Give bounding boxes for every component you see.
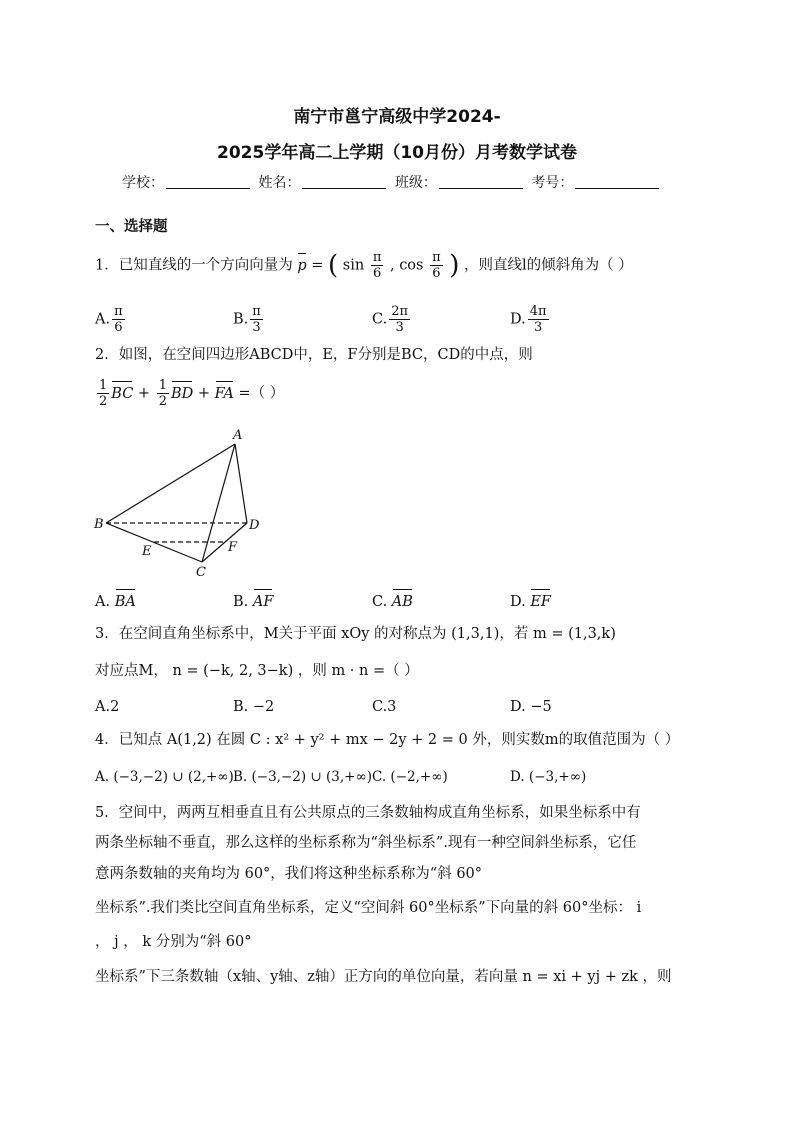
question-3-options (95, 697, 695, 721)
question-2-stem: 2．如图，在空间四边形ABCD中，E，F分别是BC，CD的中点，则 (95, 347, 533, 363)
question-5-line2: 两条坐标轴不垂直，那么这样的坐标系称为“斜坐标系”.现有一种空间斜坐标系，它任 (95, 835, 637, 851)
exam-title-line2: 2025学年高二上学期（10月份）月考数学试卷 (217, 143, 577, 163)
school-label: 学校： (122, 175, 164, 191)
option-a[interactable]: A.2 (95, 699, 120, 715)
label-c: C (196, 565, 206, 580)
label-f: F (228, 540, 238, 555)
option-c[interactable]: C. $\frac{2\pi}{3}$ (372, 304, 409, 335)
option-b[interactable]: B. AF (233, 594, 274, 610)
name-blank (302, 188, 386, 189)
option-b[interactable]: B. −2 (233, 699, 275, 715)
class-blank (439, 188, 523, 189)
student-info-row (122, 172, 663, 192)
option-c[interactable]: C. AB (372, 594, 413, 610)
class-label: 班级： (394, 175, 437, 191)
label-e: E (142, 544, 152, 559)
question-3-line2: 对应点M， n = (−k, 2, 3−k) ，则 m · n =（ ） (95, 663, 419, 679)
question-1-options (95, 298, 695, 334)
question-5-line4: 坐标系”.我们类比空间直角坐标系，定义“空间斜 60°坐标系”下向量的斜 60°坐标： i (95, 900, 642, 916)
school-blank (166, 188, 250, 189)
fraction: $\frac{\pi}{6}$ (432, 250, 441, 281)
option-a[interactable]: A. (−3,−2) ∪ (2,+∞) (95, 769, 234, 785)
question-1-stem: 1．已知直线的一个方向向量为 p = ( sin $\frac{\pi}{6}$ , cos $\frac{\pi}{6}$ ) ，则直线l的倾斜角为（ ） (95, 250, 633, 281)
edge-ad (235, 444, 247, 523)
option-a[interactable]: A. $\frac{\pi}{6}$ (95, 304, 123, 335)
question-5-line1: 5．空间中，两两互相垂直且有公共原点的三条数轴构成直角坐标系，如果坐标系中有 (95, 805, 641, 821)
name-label: 姓名： (258, 175, 301, 191)
option-c[interactable]: C. (−2,+∞) (372, 769, 448, 785)
option-b[interactable]: B. $\frac{\pi}{3}$ (233, 304, 261, 335)
question-3-line1: 3．在空间直角坐标系中，M关于平面 xOy 的对称点为 (1,3,1)，若 m = (1,3,k) (95, 626, 616, 642)
vector-p: p (297, 257, 307, 274)
exam-number-label: 考号： (531, 175, 574, 191)
option-d[interactable]: D. (−3,+∞) (510, 769, 587, 785)
question-2-options (95, 592, 695, 616)
exam-title-line1: 南宁市邕宁高级中学2024- (293, 107, 501, 127)
question-5-line5: ， j ， k 分别为“斜 60° (95, 934, 252, 950)
option-b[interactable]: B. (−3,−2) ∪ (3,+∞) (233, 769, 372, 785)
edge-cd (202, 523, 247, 562)
section-title: 一、选择题 (95, 219, 168, 235)
option-d[interactable]: D. −5 (510, 699, 552, 715)
exam-number-blank (575, 188, 659, 189)
question-4-stem: 4．已知点 A(1,2) 在圆 C : x² + y² + mx − 2y + 2 = 0 外，则实数m的取值范围为（ ） (95, 732, 680, 748)
question-4-options (95, 767, 695, 791)
question-5-line3: 意两条数轴的夹角均为 60°，我们将这种坐标系称为“斜 60° (95, 866, 483, 882)
question-5-line6: 坐标系”下三条数轴（x轴、y轴、z轴）正方向的单位向量，若向量 n = xi + yj + zk ，则 (95, 969, 672, 985)
question-2-expression: $\frac{1}{2}$ BC + $\frac{1}{2}$ BD + FA =（ ） (99, 378, 285, 409)
tetrahedron-figure (90, 425, 275, 580)
label-d: D (249, 518, 260, 533)
option-a[interactable]: A. BA (95, 594, 136, 610)
label-a: A (233, 428, 243, 443)
label-b: B (94, 517, 104, 532)
option-d[interactable]: D. $\frac{4\pi}{3}$ (510, 304, 547, 335)
option-c[interactable]: C.3 (372, 699, 397, 715)
fraction: $\frac{\pi}{6}$ (372, 250, 382, 281)
option-d[interactable]: D. EF (510, 594, 551, 610)
